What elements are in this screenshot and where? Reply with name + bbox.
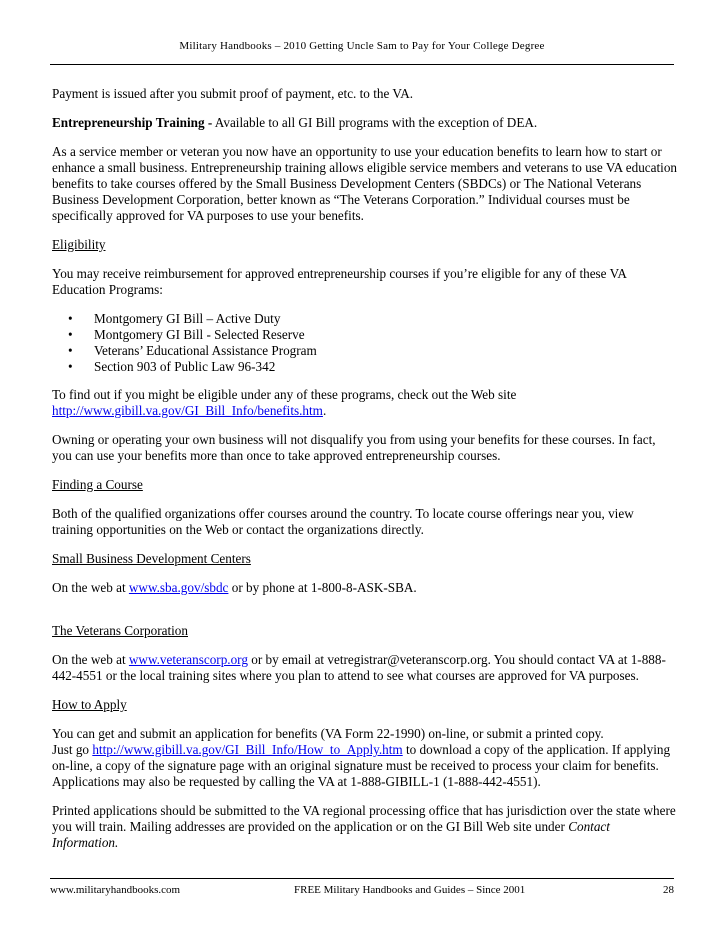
list-item: [68, 311, 678, 327]
running-header: Military Handbooks – 2010 Getting Uncle Sam to Pay for Your College Degree: [179, 40, 545, 52]
printed-text: Printed applications should be submitted to the VA regional processing office that has jurisdiction over the state where you will train. Mailing addresses are provided on the application or on the GI Bill Web site under: [52, 803, 676, 834]
bullet-icon: •: [68, 343, 73, 358]
apply-link[interactable]: http://www.gibill.va.gov/GI_Bill_Info/How_to_Apply.htm: [92, 742, 403, 757]
list-item: [68, 327, 678, 343]
how-to-apply-heading: How to Apply: [52, 697, 127, 712]
contact-information-emphasis: Contact Information.: [52, 819, 610, 850]
printed-applications-paragraph: [52, 803, 678, 851]
reimbursement-paragraph: You may receive reimbursement for approved entrepreneurship courses if you’re eligible for any of these VA Education Programs:: [52, 266, 627, 297]
benefits-link[interactable]: http://www.gibill.va.gov/GI_Bill_Info/benefits.htm: [52, 403, 323, 418]
list-item: [68, 359, 678, 375]
apply-first-line: You can get and submit an application for benefits (VA Form 22-1990) on-line, or submit a printed copy.: [52, 726, 604, 741]
apply-pre-text: Just go: [52, 742, 93, 757]
veteranscorp-link[interactable]: www.veteranscorp.org: [128, 652, 248, 667]
apply-post-text: to download a copy of the application. If applying on-line, a copy of the signature page with an original signature must be received to process your claim for benefits. Applications may also be requested by calling the VA at 1-888-GIBILL-1 (1-888-442-4551).: [52, 742, 671, 789]
find-out-text: To find out if you might be eligible under any of these programs, check out the Web site: [52, 387, 517, 402]
program-list: [52, 311, 678, 375]
apply-paragraph: [52, 726, 678, 790]
entrepreneurship-text: Available to all GI Bill programs with the exception of DEA.: [212, 115, 538, 130]
entrepreneurship-paragraph: [52, 115, 678, 131]
bullet-icon: •: [68, 359, 73, 374]
sbdc-heading: Small Business Development Centers: [52, 551, 251, 566]
sbdc-paragraph: [52, 580, 678, 596]
finding-course-heading: Finding a Course: [52, 477, 143, 492]
veterans-corporation-paragraph: [52, 652, 678, 684]
find-out-paragraph: [52, 387, 678, 419]
vetcorp-pre-text: On the web at: [52, 652, 129, 667]
payment-paragraph: Payment is issued after you submit proof of payment, etc. to the VA.: [52, 86, 414, 101]
list-item: [68, 343, 678, 359]
intro-paragraph: As a service member or veteran you now have an opportunity to use your education benefits to learn how to start or enhance a small business. Entrepreneurship training allows eligible service members and veterans to use VA education benefits to take courses offered by the Small Business Development Centers (SBDCs) or The National Veterans Business Development Corporation, better known as “The Veterans Corporation.” Individual courses must be specifically approved for VA purposes to use your benefits.: [52, 144, 678, 223]
footer-tagline: FREE Military Handbooks and Guides – Since 2001: [294, 884, 526, 896]
veterans-corporation-heading: The Veterans Corporation: [52, 623, 188, 638]
entrepreneurship-label: Entrepreneurship Training -: [52, 115, 213, 130]
sbdc-post-text: or by phone at 1-800-8-ASK-SBA.: [228, 580, 417, 595]
both-organizations-paragraph: Both of the qualified organizations offer courses around the country. To locate course offerings near you, view training opportunities on the Web or contact the organizations directly.: [52, 506, 634, 537]
program-label: Montgomery GI Bill – Active Duty: [94, 311, 281, 326]
program-label: Section 903 of Public Law 96-342: [94, 359, 276, 374]
vetcorp-post-text: or by email at vetregistrar@veteranscorp.org. You should contact VA at 1-888-442-4551 or the local training sites where you plan to attend to see what courses are approved for VA purposes.: [52, 652, 666, 683]
page-number: 28: [663, 884, 674, 896]
footer-divider: [50, 878, 674, 879]
footer-site: www.militaryhandbooks.com: [50, 884, 181, 896]
program-label: Veterans’ Educational Assistance Program: [94, 343, 317, 358]
program-label: Montgomery GI Bill - Selected Reserve: [94, 327, 305, 342]
bullet-icon: •: [68, 311, 73, 326]
eligibility-heading: Eligibility: [52, 237, 106, 252]
header-divider: [50, 64, 674, 65]
period: .: [322, 403, 327, 418]
sbdc-pre-text: On the web at: [52, 580, 129, 595]
sba-link[interactable]: www.sba.gov/sbdc: [128, 580, 229, 595]
spacer: [52, 609, 678, 623]
owning-paragraph: Owning or operating your own business will not disqualify you from using your benefits for these courses. In fact, you can use your benefits more than once to take approved entrepreneurship courses.: [52, 432, 656, 463]
bullet-icon: •: [68, 327, 73, 342]
page-content: [52, 86, 678, 864]
